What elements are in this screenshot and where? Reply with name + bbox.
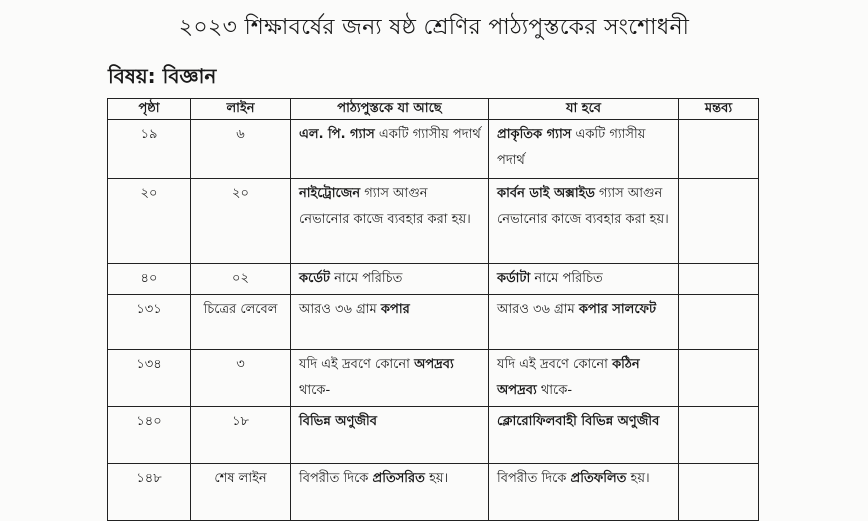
header-page: পৃষ্ঠা	[108, 99, 191, 120]
cell-corrected	[489, 350, 679, 407]
current-rest: একটি গ্যাসীয় পদার্থ	[374, 127, 481, 142]
current-bold: নাইট্রোজেন	[299, 186, 361, 201]
cell-remark	[679, 295, 759, 350]
current-rest: গ্যাস আগুন নেভানোর কাজে ব্যবহার করা হয়।	[299, 186, 471, 227]
cell-current	[291, 407, 489, 464]
current-bold: এল. পি. গ্যাস	[299, 127, 375, 142]
current-bold: অপদ্রব্য	[414, 357, 454, 372]
cell-line: শেষ লাইন	[191, 464, 291, 521]
current-rest: নামে পরিচিত	[329, 271, 403, 286]
table-row	[108, 350, 759, 407]
corrected-rest: গ্যাস আগুন নেভানোর কাজে ব্যবহার করা হয়।	[497, 186, 669, 227]
current-bold: কপার	[380, 302, 410, 317]
cell-line: ০২	[191, 264, 291, 295]
current-pre: যদি এই দ্রবণে কোনো	[299, 357, 415, 372]
cell-corrected	[489, 464, 679, 521]
page-title: ২০২৩ শিক্ষাবর্ষের জন্য ষষ্ঠ শ্রেণির পাঠ্যপুস্তকের সংশোধনী	[178, 15, 690, 40]
cell-page: ৪০	[108, 264, 191, 295]
cell-current	[291, 179, 489, 264]
corrected-pre: আরও ৩৬ গ্রাম	[497, 302, 579, 317]
cell-line: ৬	[191, 120, 291, 179]
cell-page: ১৯	[108, 120, 191, 179]
cell-remark	[679, 264, 759, 295]
cell-remark	[679, 350, 759, 407]
corrected-bold: কঠিন অপদ্রব্য	[497, 357, 640, 398]
cell-page: ১৪৮	[108, 464, 191, 521]
cell-corrected	[489, 264, 679, 295]
cell-current	[291, 264, 489, 295]
cell-current	[291, 295, 489, 350]
header-corrected-text: যা হবে	[489, 99, 679, 120]
current-bold: প্রতিসরিত	[372, 471, 425, 486]
table-row	[108, 264, 759, 295]
cell-line: চিত্রের লেবেল	[191, 295, 291, 350]
corrected-bold: প্রাকৃতিক গ্যাস	[497, 127, 572, 142]
corrected-bold: কর্ডাটা	[497, 271, 531, 286]
current-bold: বিভিন্ন অণুজীব	[299, 414, 378, 429]
cell-remark	[679, 407, 759, 464]
cell-page: ১৩১	[108, 295, 191, 350]
current-pre: বিপরীত দিকে	[299, 471, 373, 486]
cell-corrected	[489, 295, 679, 350]
current-rest: হয়।	[424, 471, 449, 486]
cell-page: ২০	[108, 179, 191, 264]
corrected-bold: কপার সালফেট	[578, 302, 657, 317]
cell-remark	[679, 464, 759, 521]
corrected-rest: থাকে-	[536, 383, 573, 398]
corrected-bold: প্রতিফলিত	[570, 471, 627, 486]
cell-corrected	[489, 407, 679, 464]
corrected-rest: একটি গ্যাসীয় পদার্থ	[497, 127, 646, 168]
header-remark: মন্তব্য	[679, 99, 759, 120]
cell-current	[291, 120, 489, 179]
table-row	[108, 120, 759, 179]
cell-line: ৩	[191, 350, 291, 407]
current-bold: কর্ডেট	[299, 271, 330, 286]
cell-line: ২০	[191, 179, 291, 264]
table-header-row	[108, 99, 759, 120]
cell-current	[291, 350, 489, 407]
corrected-bold: কার্বন ডাই অক্সাইড	[497, 186, 595, 201]
table-row	[108, 179, 759, 264]
current-pre: আরও ৩৬ গ্রাম	[299, 302, 381, 317]
table-row	[108, 407, 759, 464]
corrected-bold: ক্লোরোফিলবাহী বিভিন্ন অণুজীব	[497, 414, 660, 429]
subject-heading: বিষয়: বিজ্ঞান	[108, 64, 217, 88]
corrected-pre: বিপরীত দিকে	[497, 471, 571, 486]
corrected-rest: হয়।	[626, 471, 650, 486]
table-row	[108, 464, 759, 521]
corrected-rest: নামে পরিচিত	[530, 271, 603, 286]
table-row	[108, 295, 759, 350]
cell-corrected	[489, 179, 679, 264]
cell-corrected	[489, 120, 679, 179]
cell-page: ১৩৪	[108, 350, 191, 407]
cell-current	[291, 464, 489, 521]
header-current-text: পাঠ্যপুস্তকে যা আছে	[291, 99, 489, 120]
cell-line: ১৮	[191, 407, 291, 464]
header-line: লাইন	[191, 99, 291, 120]
current-rest: থাকে-	[299, 383, 331, 398]
cell-remark	[679, 179, 759, 264]
corrections-table	[107, 98, 759, 521]
corrected-pre: যদি এই দ্রবণে কোনো	[497, 357, 613, 372]
cell-remark	[679, 120, 759, 179]
cell-page: ১৪০	[108, 407, 191, 464]
